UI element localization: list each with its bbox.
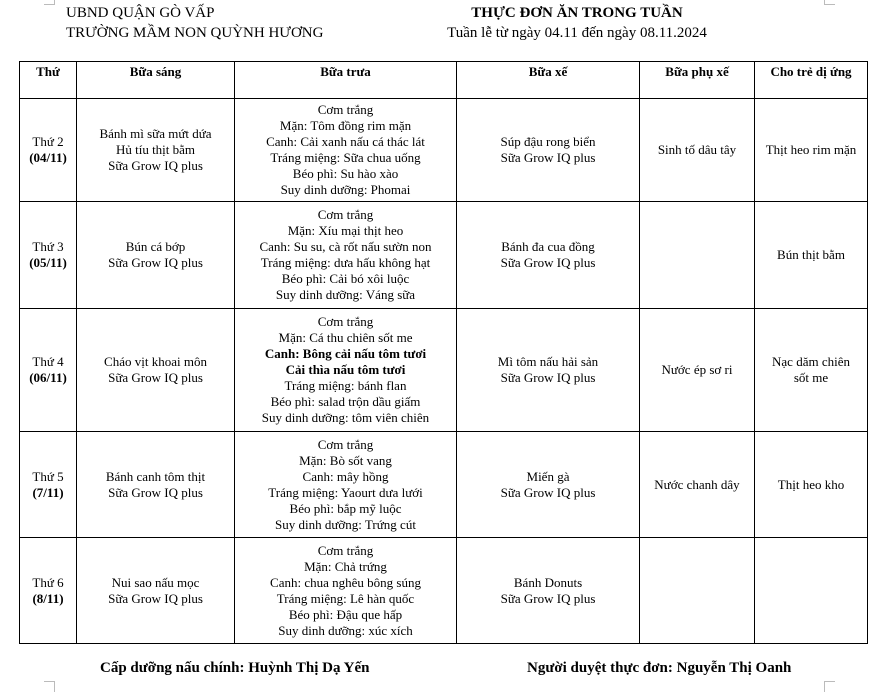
menu-line: Tráng miệng: bánh flan — [284, 378, 407, 393]
breakfast-cell — [77, 432, 235, 538]
menu-line: Suy dinh dưỡng: Phomai — [280, 182, 411, 197]
menu-line: Cơm trắng — [317, 436, 374, 452]
menu-line: Sữa Grow IQ plus — [500, 150, 596, 165]
menu-line: Nui sao nấu mọc — [111, 574, 200, 590]
menu-line: Mặn: Xíu mại thịt heo — [287, 223, 404, 238]
menu-line: Canh: chua nghêu bông súng — [270, 574, 421, 590]
afternoon-cell — [457, 538, 640, 644]
menu-line: Sữa Grow IQ plus — [108, 370, 203, 385]
column-header-snack: Bữa phụ xế — [640, 62, 755, 99]
day-date: (05/11) — [29, 255, 67, 270]
day-date: (06/11) — [29, 370, 67, 385]
approver-signature: Người duyệt thực đơn: Nguyễn Thị Oanh — [527, 660, 792, 676]
menu-line: Béo phì: Su hào xào — [292, 166, 399, 181]
day-cell — [20, 99, 77, 202]
menu-line: Bánh canh tôm thịt — [105, 468, 206, 484]
menu-line: Sữa Grow IQ plus — [108, 158, 203, 173]
menu-line: Bánh Donuts — [513, 574, 583, 590]
menu-line: Cơm trắng — [317, 314, 374, 329]
afternoon-cell — [457, 202, 640, 309]
breakfast-cell — [77, 99, 235, 202]
menu-line: sốt me — [793, 370, 829, 385]
day-date: (7/11) — [32, 484, 64, 500]
menu-line: Suy dinh dưỡng: xúc xích — [278, 622, 413, 638]
menu-line: Thịt heo rim mặn — [765, 142, 857, 157]
page-corner-mark — [44, 0, 55, 5]
menu-line: Béo phì: Đậu que hấp — [288, 606, 403, 622]
menu-line: Cải thìa nấu tôm tươi — [285, 362, 406, 377]
day-date: (8/11) — [32, 590, 64, 606]
menu-line: Suy dinh dưỡng: tôm viên chiên — [261, 410, 430, 425]
district-name: UBND QUẬN GÒ VẤP — [66, 5, 215, 21]
menu-line: Cơm trắng — [317, 542, 374, 558]
day-name: Thứ 2 — [32, 134, 64, 149]
table-row — [20, 99, 868, 202]
menu-line: Mặn: Tôm đồng rim mặn — [279, 118, 412, 133]
menu-line: Canh: Bông cải nấu tôm tươi — [264, 346, 427, 361]
page-corner-mark — [824, 0, 835, 5]
day-name: Thứ 4 — [32, 354, 64, 369]
menu-line: Mặn: Chả trứng — [304, 558, 387, 574]
lunch-cell — [235, 538, 457, 644]
table-row — [20, 538, 868, 644]
cook-signature: Cấp dưỡng nấu chính: Huỳnh Thị Dạ Yến — [100, 660, 370, 676]
page-corner-mark — [44, 681, 55, 692]
page-title: THỰC ĐƠN ĂN TRONG TUẦN — [471, 5, 683, 21]
menu-line: Canh: mây hồng — [302, 468, 389, 484]
table-header-row — [20, 62, 868, 99]
menu-line: Bánh mì sữa mứt dứa — [99, 126, 212, 141]
breakfast-cell — [77, 538, 235, 644]
menu-line: Mặn: Cá thu chiên sốt me — [278, 330, 413, 345]
allergy-cell — [755, 309, 868, 432]
column-header-breakfast: Bữa sáng — [77, 62, 235, 99]
snack-cell — [640, 538, 755, 644]
allergy-cell — [755, 538, 868, 644]
menu-line: Cơm trắng — [317, 102, 374, 117]
day-cell — [20, 538, 77, 644]
menu-line: Tráng miệng: Lê hàn quốc — [276, 590, 415, 606]
day-name: Thứ 3 — [32, 239, 64, 254]
day-date: (04/11) — [29, 150, 67, 165]
allergy-cell — [755, 202, 868, 309]
menu-line: Nạc dăm chiên — [772, 354, 850, 369]
menu-line: Súp đậu rong biển — [500, 134, 596, 149]
page-corner-mark — [824, 681, 835, 692]
menu-line: Sinh tố dâu tây — [657, 142, 737, 157]
day-cell — [20, 432, 77, 538]
snack-cell — [640, 432, 755, 538]
menu-line: Canh: Cải xanh nấu cá thác lát — [266, 134, 425, 149]
menu-line: Sữa Grow IQ plus — [108, 484, 203, 500]
menu-line: Nước ép sơ ri — [661, 362, 733, 377]
menu-line: Mặn: Bò sốt vang — [299, 452, 392, 468]
day-name: Thứ 5 — [32, 468, 64, 484]
menu-line: Suy dinh dưỡng: Váng sữa — [275, 287, 416, 302]
menu-line: Bánh đa cua đồng — [501, 239, 595, 254]
menu-line: Béo phì: bắp mỹ luộc — [289, 500, 402, 516]
table-row — [20, 309, 868, 432]
menu-title-block — [422, 3, 732, 43]
column-header-day: Thứ — [20, 62, 77, 99]
column-header-afternoon: Bữa xế — [457, 62, 640, 99]
menu-line: Miến gà — [526, 468, 570, 484]
column-header-lunch: Bữa trưa — [235, 62, 457, 99]
menu-line: Cháo vịt khoai môn — [104, 354, 207, 369]
menu-line: Sữa Grow IQ plus — [108, 255, 203, 270]
menu-line: Canh: Su su, cà rốt nấu sườn non — [259, 239, 432, 254]
menu-line: Sữa Grow IQ plus — [500, 590, 596, 606]
day-name: Thứ 6 — [32, 574, 64, 590]
menu-line: Tráng miệng: Sữa chua uống — [270, 150, 421, 165]
menu-line: Bún thịt bằm — [777, 247, 845, 262]
afternoon-cell — [457, 309, 640, 432]
lunch-cell — [235, 202, 457, 309]
lunch-cell — [235, 432, 457, 538]
allergy-cell — [755, 432, 868, 538]
menu-line: Nước chanh dây — [654, 476, 740, 492]
menu-line: Tráng miệng: dưa hấu không hạt — [260, 255, 431, 270]
week-range: Tuần lễ từ ngày 04.11 đến ngày 08.11.2024 — [447, 25, 707, 41]
menu-line: Bún cá bớp — [125, 239, 186, 254]
afternoon-cell — [457, 432, 640, 538]
menu-line: Sữa Grow IQ plus — [500, 255, 596, 270]
breakfast-cell — [77, 309, 235, 432]
menu-line: Suy dinh dưỡng: Trứng cút — [275, 516, 416, 532]
lunch-cell — [235, 309, 457, 432]
column-header-allergy: Cho trẻ dị ứng — [755, 62, 868, 99]
menu-line: Tráng miệng: Yaourt dưa lưới — [268, 484, 423, 500]
weekly-menu-table — [19, 61, 868, 644]
lunch-cell — [235, 99, 457, 202]
menu-line: Sữa Grow IQ plus — [500, 484, 596, 500]
allergy-cell — [755, 99, 868, 202]
organization-header — [66, 3, 323, 43]
snack-cell — [640, 202, 755, 309]
breakfast-cell — [77, 202, 235, 309]
menu-line: Thịt heo kho — [777, 476, 845, 492]
menu-line: Cơm trắng — [317, 207, 374, 222]
menu-line: Mì tôm nấu hải sản — [497, 354, 599, 369]
table-row — [20, 432, 868, 538]
menu-line: Sữa Grow IQ plus — [108, 590, 203, 606]
menu-line: Hủ tíu thịt bằm — [115, 142, 196, 157]
snack-cell — [640, 309, 755, 432]
snack-cell — [640, 99, 755, 202]
school-name: TRƯỜNG MẦM NON QUỲNH HƯƠNG — [66, 25, 324, 41]
menu-line: Sữa Grow IQ plus — [500, 370, 596, 385]
table-row — [20, 202, 868, 309]
menu-line: Béo phì: Cải bó xôi luộc — [281, 271, 410, 286]
day-cell — [20, 309, 77, 432]
day-cell — [20, 202, 77, 309]
afternoon-cell — [457, 99, 640, 202]
menu-line: Béo phì: salad trộn dầu giấm — [270, 394, 421, 409]
